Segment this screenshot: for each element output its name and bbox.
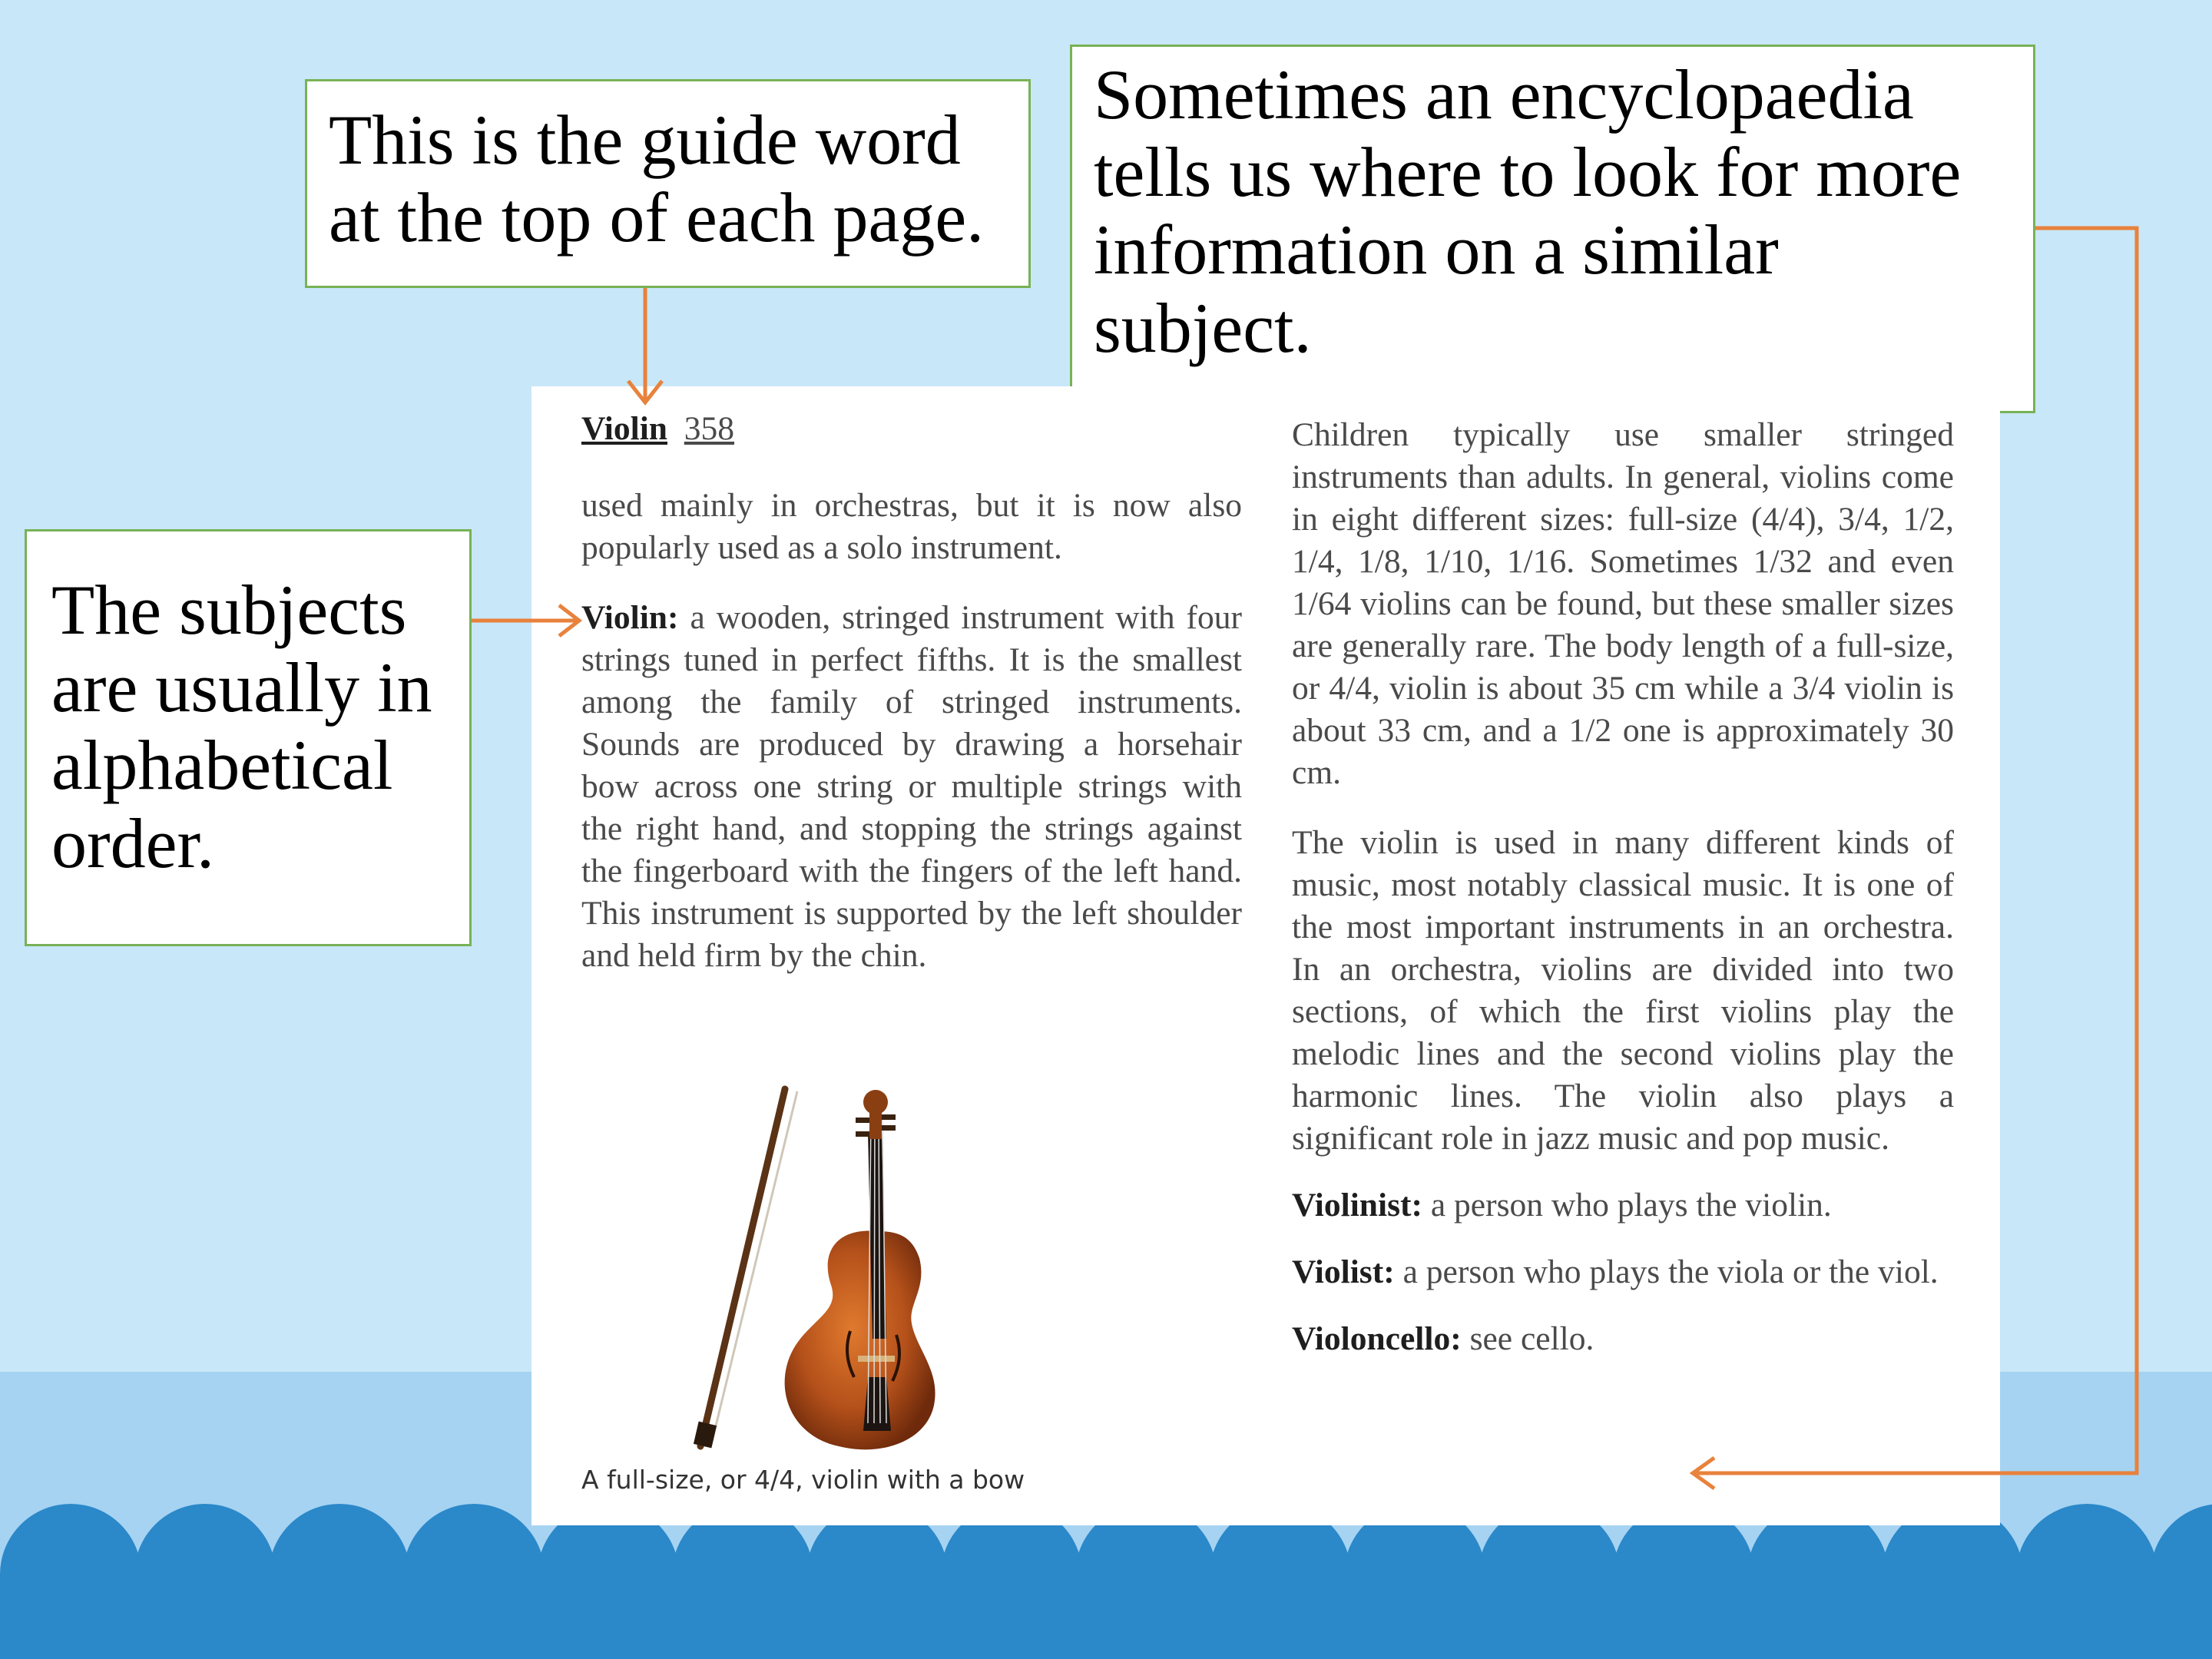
entry-term: Violinist:: [1292, 1187, 1422, 1224]
entry-definition: a person who plays the violin.: [1430, 1187, 1832, 1224]
callout-line: at the top of each page.: [329, 178, 985, 257]
callout-line: alphabetical: [51, 726, 393, 805]
page-header: [581, 408, 1242, 450]
entry-term: Violoncello:: [1292, 1320, 1462, 1357]
guide-word: Violin: [581, 410, 667, 447]
violinist-entry: [1292, 1184, 1954, 1227]
intro-paragraph: used mainly in orchestras, but it is now also popularly used as a solo instrument.: [581, 487, 1242, 566]
page-number: 358: [684, 410, 734, 447]
callout-line: are usually in: [51, 648, 432, 727]
alphabetical-order-callout: [25, 529, 472, 946]
right-column: [1292, 414, 1954, 1360]
entry-definition: a person who plays the viola or the viol.: [1402, 1253, 1939, 1290]
callout-line: order.: [51, 803, 215, 882]
callout-line: This is the guide word: [329, 101, 961, 179]
sizes-paragraph: Children typically use smaller stringed instruments than adults. In general, violins come in eight different sizes: full-size (4/4), 3/4, 1/2, 1/4, 1/8, 1/10, 1/16. Sometimes 1/32 and even 1/64 violins can be found, but these smaller sizes are generally rare. The body length of a full-size, or 4/4, violin is about 35 cm while a 3/4 violin is about 33 cm, and a 1/2 one is approximately 30 cm.: [1292, 416, 1954, 791]
image-caption: A full-size, or 4/4, violin with a bow: [581, 1465, 1025, 1495]
callout-line: information on a similar: [1094, 210, 1779, 290]
encyclopaedia-page: [531, 386, 2000, 1525]
violist-entry: [1292, 1251, 1954, 1293]
callout-line: subject.: [1094, 288, 1312, 367]
guide-word-callout: [305, 79, 1031, 288]
cross-reference-callout: [1070, 45, 2035, 413]
entry-definition: see cello.: [1469, 1320, 1594, 1357]
entry-definition: a wooden, stringed instrument with four strings tuned in perfect fifths. It is the smallest among the family of stringed instruments. Sounds are produced by drawing a horsehair bow across one string or multiple strings with the right hand, and stopping the strings against the fingerboard with the fingers of the left hand. This instrument is supported by the left shoulder and held firm by the chin.: [581, 599, 1243, 974]
entry-term: Violist:: [1292, 1253, 1395, 1290]
entry-term: Violin:: [581, 599, 679, 636]
callout-line: The subjects: [51, 571, 407, 649]
violoncello-entry: [1292, 1318, 1954, 1360]
usage-paragraph: The violin is used in many different kinds of music, most notably classical music. It is one of the most important instruments in an orchestra. In an orchestra, violins are divided into two sections, of which the first violins play the melodic lines and the second violins play the harmonic lines. The violin also plays a significant role in jazz music and pop music.: [1292, 824, 1954, 1157]
callout-line: tells us where to look for more: [1094, 133, 1962, 212]
violin-icon: [685, 1085, 1008, 1469]
left-column: [581, 408, 1242, 977]
violin-entry: [581, 597, 1242, 977]
callout-line: Sometimes an encyclopaedia: [1094, 55, 1914, 134]
